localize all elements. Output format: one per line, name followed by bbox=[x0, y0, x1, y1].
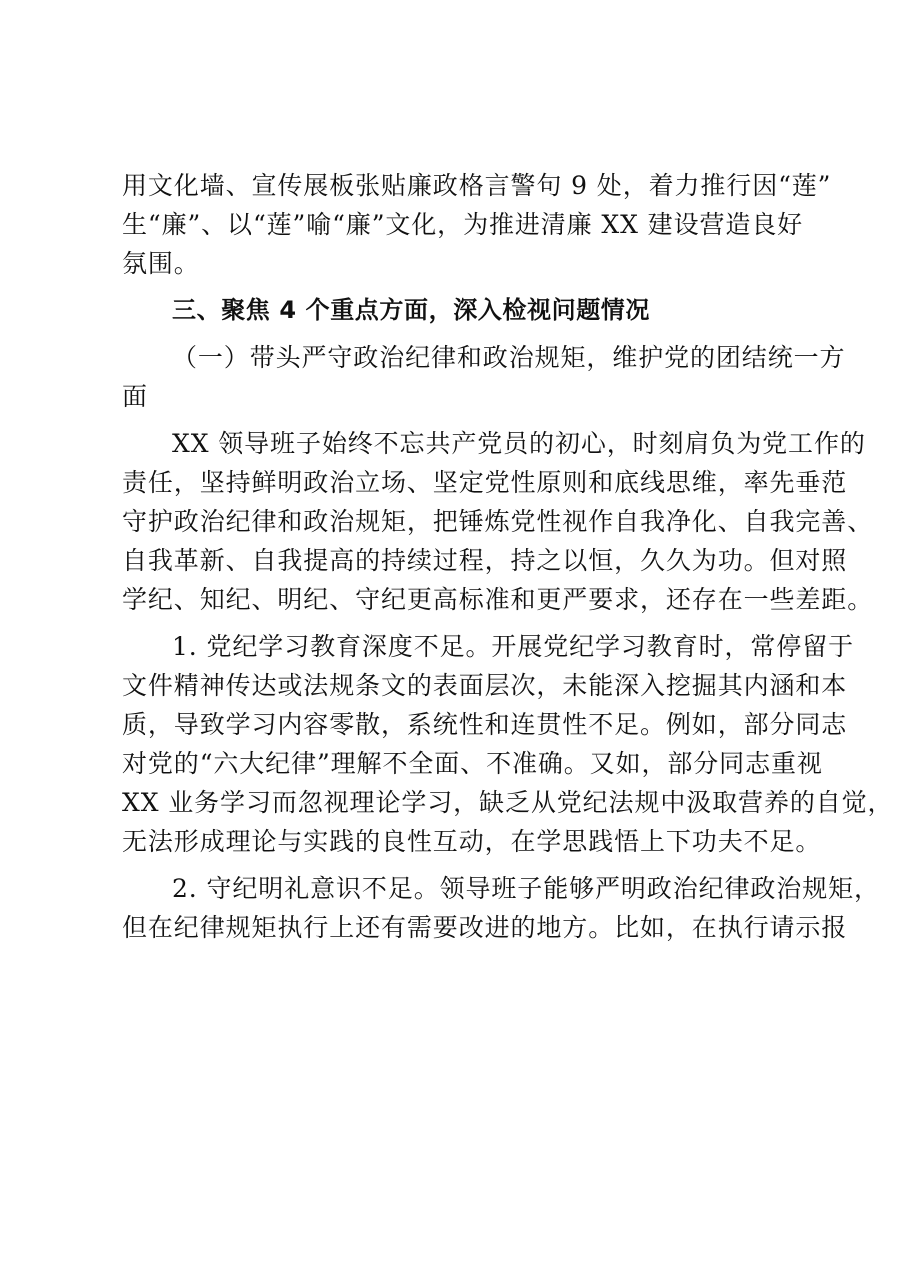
text-line: 责任，坚持鲜明政治立场、坚定党性原则和底线思维，率先垂范 bbox=[122, 468, 848, 497]
text-line: 生“廉”、以“莲”喻“廉”文化，为推进清廉 XX 建设营造良好 bbox=[122, 210, 804, 239]
section-heading bbox=[122, 291, 802, 330]
text-line: XX 业务学习而忽视理论学习，缺乏从党纪法规中汲取营养的自觉， bbox=[122, 788, 894, 817]
text-line: 但在纪律规矩执行上还有需要改进的地方。比如，在执行请示报 bbox=[122, 913, 848, 942]
text-line: 1. 党纪学习教育深度不足。开展党纪学习教育时，常停留于 bbox=[172, 632, 855, 661]
subsection-heading bbox=[122, 338, 846, 416]
text-line: 自我革新、自我提高的持续过程，持之以恒，久久为功。但对照 bbox=[122, 546, 848, 575]
text-line: XX 领导班子始终不忘共产党员的初心，时刻肩负为党工作的 bbox=[172, 429, 866, 458]
paragraph-1 bbox=[122, 424, 874, 619]
text-line: 学纪、知纪、明纪、守纪更高标准和更严要求，还存在一些差距。 bbox=[122, 585, 874, 614]
text-line: 文件精神传达或法规条文的表面层次，未能深入挖掘其内涵和本 bbox=[122, 671, 848, 700]
text-line: 无法形成理论与实践的良性互动，在学思践悟上下功夫不足。 bbox=[122, 827, 822, 856]
text-line: 2. 守纪明礼意识不足。领导班子能够严明政治纪律政治规矩， bbox=[172, 874, 880, 903]
text-line: 质，导致学习内容零散，系统性和连贯性不足。例如，部分同志 bbox=[122, 710, 848, 739]
text-line: 用文化墙、宣传展板张贴廉政格言警句 9 处，着力推行因“莲” bbox=[122, 171, 832, 200]
text-line: 对党的“六大纪律”理解不全面、不准确。又如，部分同志重视 bbox=[122, 749, 823, 778]
intro-paragraph bbox=[122, 166, 832, 283]
text-line: （一）带头严守政治纪律和政治规矩，维护党的团结统一方 bbox=[172, 343, 846, 372]
item-1 bbox=[122, 627, 894, 861]
text-line: 氛围。 bbox=[122, 249, 200, 278]
item-2 bbox=[122, 869, 880, 947]
section-heading-text: 三、聚焦 4 个重点方面，深入检视问题情况 bbox=[172, 296, 651, 324]
text-line: 守护政治纪律和政治规矩，把锤炼党性视作自我净化、自我完善、 bbox=[122, 507, 874, 536]
text-line: 面 bbox=[122, 382, 148, 411]
document-page bbox=[122, 166, 894, 947]
